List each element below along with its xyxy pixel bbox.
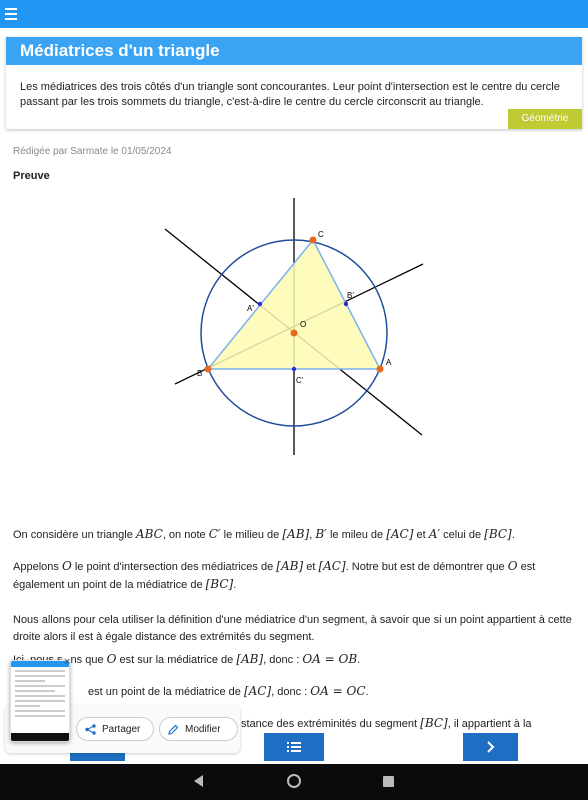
- list-icon: [287, 741, 301, 753]
- close-icon[interactable]: ×: [64, 656, 71, 668]
- math: [BC]: [484, 527, 512, 541]
- label-c: C: [318, 230, 324, 239]
- text: .: [511, 529, 515, 541]
- text: , donc :: [263, 654, 303, 666]
- math: O: [61, 559, 72, 573]
- proof-paragraph-1: [13, 526, 573, 544]
- math: OA = OB: [302, 652, 358, 666]
- label-b-prime: B': [347, 291, 354, 300]
- text: . Notre but est de démontrer que: [345, 561, 508, 573]
- text: est également un point de la médiatrice de: [13, 561, 536, 591]
- text: .: [357, 654, 361, 666]
- label-c-prime: C': [296, 376, 304, 385]
- card-title: Médiatrices d'un triangle: [6, 37, 582, 65]
- label-a: A: [386, 358, 392, 367]
- math: OA = OC: [310, 684, 366, 698]
- midpoint-c-prime: [292, 367, 296, 371]
- text: .: [365, 686, 369, 698]
- text: le milieu de: [220, 529, 283, 541]
- vertex-c: [310, 237, 317, 244]
- midpoint-b-prime: [344, 302, 348, 306]
- text: , il appartient à la: [447, 718, 532, 730]
- text: , donc :: [271, 686, 311, 698]
- theorem-card: [6, 37, 582, 129]
- proof-paragraph-3: Nous allons pour cela utiliser la définition d'une médiatrice d'un segment, à savoir que si un point appartient à cette droite alors il est à égale distance des extrémités du segment.: [13, 614, 572, 643]
- list-button[interactable]: [264, 733, 324, 761]
- vertex-a: [377, 366, 384, 373]
- text: et: [413, 529, 429, 541]
- math: A′: [428, 527, 441, 541]
- triangle-figure: [150, 196, 440, 458]
- math: O: [507, 559, 518, 573]
- text: stance des extréminités du segment: [241, 718, 421, 730]
- text: est un point de la médiatrice de: [88, 686, 244, 698]
- math: [AC]: [386, 527, 414, 541]
- text: Appelons: [13, 561, 62, 573]
- edit-label: Modifier: [185, 723, 221, 735]
- text: .: [233, 579, 237, 591]
- menu-icon[interactable]: [5, 8, 17, 20]
- text: On considère un triangle: [13, 529, 136, 541]
- next-button[interactable]: [463, 733, 518, 761]
- app-bar: [0, 0, 588, 28]
- math: [AC]: [243, 684, 272, 698]
- proof-paragraph-4: [13, 651, 573, 669]
- math: [AC]: [318, 559, 346, 573]
- proof-heading: Preuve: [13, 170, 50, 182]
- proof-paragraph-5: [88, 683, 568, 701]
- chevron-right-icon: [486, 741, 496, 753]
- vertex-b: [205, 366, 212, 373]
- math: [AB]: [236, 652, 264, 666]
- text: , on note: [162, 529, 209, 541]
- midpoint-a-prime: [258, 302, 262, 306]
- label-o: O: [300, 320, 307, 329]
- label-b: B: [197, 369, 203, 378]
- screenshot-thumbnail[interactable]: [10, 660, 70, 742]
- text: et: [303, 561, 319, 573]
- author-date: Rédigée par Sarmate le 01/05/2024: [13, 146, 172, 157]
- center-o: [291, 330, 298, 337]
- card-statement: Les médiatrices des trois côtés d'un triangle sont concourantes. Leur point d'intersection est le centre du cercle passant par les trois sommets du triangle, c'est-à-dire le centre du cercle circonscrit au triangle.: [20, 81, 560, 108]
- text: celui de: [440, 529, 485, 541]
- text: le point d'intersection des médiatrices de: [71, 561, 277, 573]
- share-label: Partager: [102, 723, 141, 735]
- pencil-icon: [168, 724, 179, 735]
- math: B′: [315, 527, 327, 541]
- home-icon[interactable]: [287, 774, 301, 788]
- math: [BC]: [420, 716, 448, 730]
- math: [AB]: [276, 559, 304, 573]
- math: [BC]: [205, 577, 234, 591]
- label-a-prime: A': [247, 304, 254, 313]
- text: est sur la médiatrice de: [116, 654, 237, 666]
- share-button[interactable]: [76, 717, 154, 741]
- text: le mileu de: [326, 529, 387, 541]
- back-icon[interactable]: [194, 775, 203, 787]
- text: ,: [309, 529, 316, 541]
- edit-button[interactable]: [159, 717, 238, 741]
- share-icon: [85, 724, 96, 735]
- category-tag[interactable]: Géométrie: [508, 109, 582, 129]
- recents-icon[interactable]: [383, 776, 394, 787]
- text: ns que: [70, 654, 107, 666]
- previous-button[interactable]: [70, 753, 125, 761]
- math: [AB]: [282, 527, 310, 541]
- math: ABC: [135, 527, 163, 541]
- proof-paragraph-2: [13, 558, 573, 594]
- math: C′: [208, 527, 221, 541]
- math: O: [106, 652, 117, 666]
- proof-paragraph-6: [241, 715, 581, 733]
